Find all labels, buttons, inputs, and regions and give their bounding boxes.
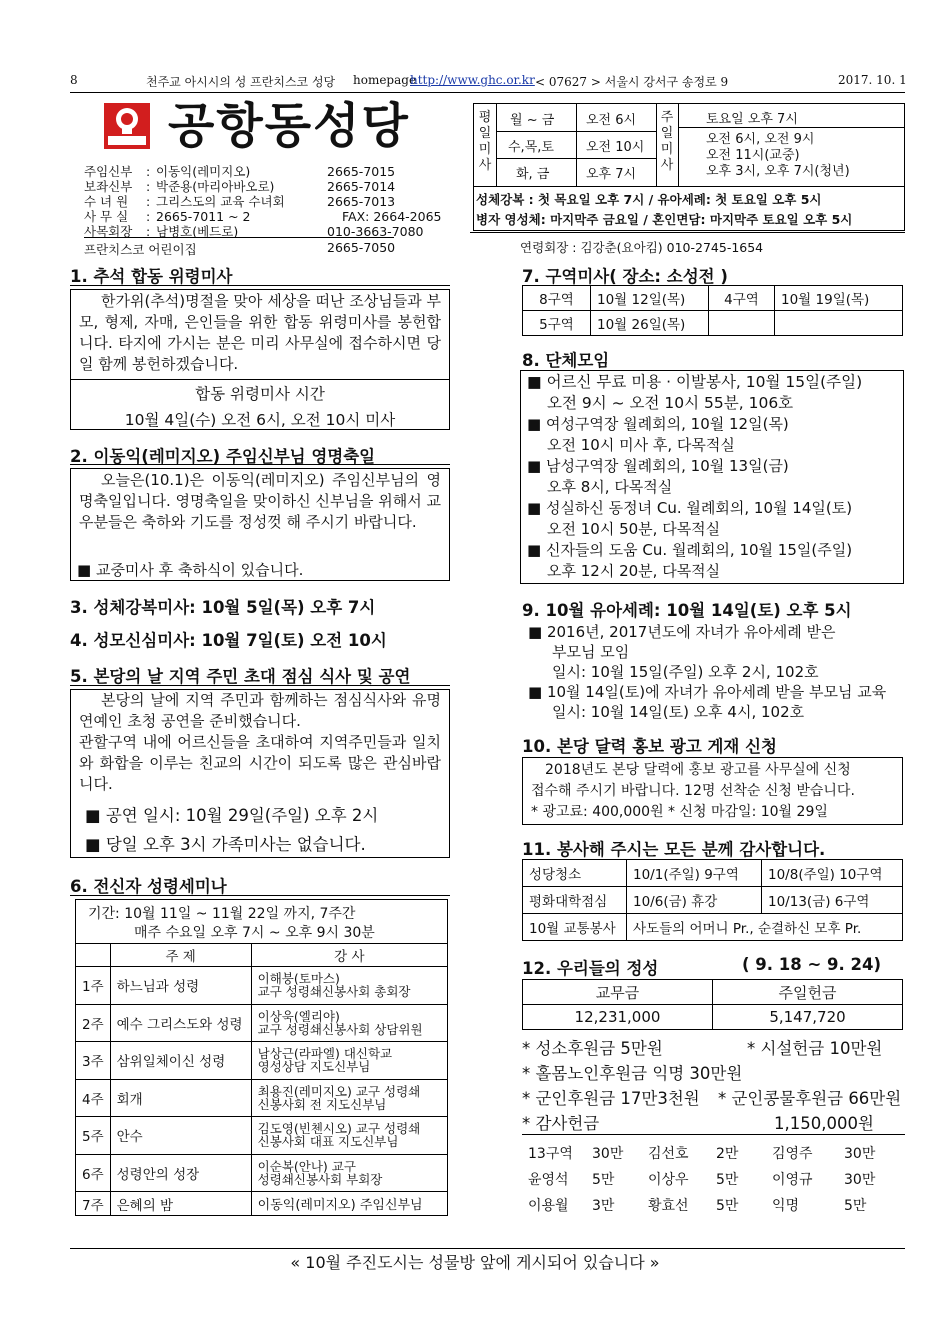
table-row: 13구역 30만 김선호 2만 김영주 30만 bbox=[528, 1146, 876, 1162]
group-meetings-box bbox=[520, 370, 904, 584]
table-row: 3주 삼위일체이신 성령 남상근(라파엘) 대신학교 영성상담 지도신부님 bbox=[76, 1042, 448, 1080]
weekday-mass-label: 평 일 미 사 bbox=[478, 110, 492, 173]
memorial-mass-subtitle: 합동 위령미사 시간 bbox=[195, 385, 325, 403]
section-10-title: 10. 본당 달력 홍보 광고 게재 신청 bbox=[522, 737, 777, 756]
table-row: 이용월 3만 황효선 5만 익명 5만 bbox=[528, 1198, 867, 1214]
section-5-title: 5. 본당의 날 지역 주민 초대 점심 식사 및 공연 bbox=[70, 667, 411, 686]
section-divider bbox=[70, 685, 450, 686]
section-8-title: 8. 단체모임 bbox=[522, 351, 610, 370]
table-row: 윤영석 5만 이상우 5만 이영규 30만 bbox=[528, 1172, 876, 1188]
section-2-title: 2. 이동익(레미지오) 주임신부님 영명축일 bbox=[70, 447, 376, 466]
parish-logo-icon bbox=[104, 103, 150, 149]
calendar-ad-box: 2018년도 본당 달력에 홍보 광고를 사무실에 신청 접수해 주시기 바랍니다. 12명 선착순 신청 받습니다. * 광고료: 400,000원 * 신청 마감일: 10월 29일 bbox=[522, 757, 903, 825]
parish-title: 공항동성당 bbox=[168, 98, 410, 154]
weekday-time: 오전 10시 bbox=[586, 140, 645, 155]
section-divider bbox=[70, 285, 450, 286]
table-row: 10월 교통봉사 사도들의 어머니 Pr., 순결하신 모후 Pr. bbox=[523, 914, 903, 941]
section-2-body: 오늘은(10.1)은 이동익(레미지오) 주임신부님의 영명축일입니다. 영명축일을 맞이하신 신부님을 위해서 교우분들은 축하와 기도를 정성껏 해 주시기 바랍니다. bbox=[79, 471, 441, 531]
homepage-link[interactable]: http://www.ghc.or.kr bbox=[410, 73, 535, 87]
mass-note: 성체강복 : 첫 목요일 오후 7시 / 유아세례: 첫 토요일 오후 5시 bbox=[476, 192, 822, 207]
section-7-title: 7. 구역미사( 장소: 소성전 ) bbox=[522, 267, 728, 286]
seminar-period: 기간: 10월 11일 ~ 11월 22일 까지, 7주간 bbox=[88, 906, 356, 922]
baptism-info: ■ 2016년, 2017년도에 자녀가 유아세례 받은 부모님 모임 일시: 10월 15일(주일) 오후 2시, 102호 ■ 10월 14일(토)에 자녀가 유아세례 받을 부모님 교육 일시: 10월 14일(토) 오후 4시, 102호 bbox=[528, 623, 887, 721]
homepage-label: homepage bbox=[353, 73, 417, 87]
table-row: 4주 회개 최용진(레미지오) 교구 성령쇄 신봉사회 전 지도신부님 bbox=[76, 1079, 448, 1117]
parish-org: 천주교 아시시의 성 프란치스코 성당 bbox=[146, 75, 336, 89]
table-row: 5구역 10월 26일(목) bbox=[523, 311, 903, 336]
seminar-time: 매주 수요일 오후 7시 ~ 오후 9시 30분 bbox=[134, 925, 375, 941]
section-1-title: 1. 추석 합동 위령미사 bbox=[70, 267, 233, 286]
mass-notes bbox=[476, 190, 902, 230]
section-2-bullet: ■ 교중미사 후 축하식이 있습니다. bbox=[77, 561, 304, 579]
seminar-header-speaker: 강 사 bbox=[251, 944, 447, 967]
district-mass-table bbox=[522, 285, 903, 336]
section-6-title: 6. 전신자 성령세미나 bbox=[70, 877, 227, 896]
sunday-time: 오전 6시, 오전 9시 bbox=[706, 132, 815, 147]
table-row: 성당청소 10/1(주일) 9구역 10/8(주일) 10구역 bbox=[523, 860, 903, 887]
donor-divider bbox=[522, 1134, 905, 1135]
table-row: 6주 성령안의 성장 이순복(안나) 교구 성령쇄신봉사회 부회장 bbox=[76, 1154, 448, 1192]
issue-date: 2017. 10. 1 bbox=[838, 73, 907, 87]
donation-summary: * 성소후원금 5만원 * 시설헌금 10만원 * 홀몸노인후원금 익명 30만원 * 군인후원금 17만3천원 * 군인콩물후원금 66만원 * 감사헌금 1,150,000원 bbox=[522, 1039, 902, 1133]
table-row: 2주 예수 그리스도와 성령 이상욱(엘리야) 교구 성령쇄신봉사회 상담위원 bbox=[76, 1004, 448, 1042]
mass-note: 병자 영성체: 마지막주 금요일 / 혼인면담: 마지막주 토요일 오후 5시 bbox=[476, 212, 853, 227]
offering-period: ( 9. 18 ~ 9. 24) bbox=[742, 955, 882, 974]
weekday-day: 수,목,토 bbox=[508, 140, 554, 155]
header-rule bbox=[70, 92, 905, 93]
sunday-mass-label: 주 일 미 사 bbox=[660, 110, 674, 173]
offering-table: 교무금 주일헌금 12,231,000 5,147,720 bbox=[522, 979, 903, 1030]
weekday-day: 화, 금 bbox=[516, 167, 550, 182]
seminar-table bbox=[75, 943, 448, 1216]
staff-row: 사목회장 : 남병호(베드로) 010-3663-7080 bbox=[84, 224, 424, 239]
staff-row: 수 녀 원 : 그리스도의 교육 수녀회 2665-7013 bbox=[84, 194, 396, 209]
volunteer-table bbox=[522, 859, 903, 941]
section-divider bbox=[70, 895, 450, 896]
funeral-president: 연령회장 : 김강춘(요아킴) 010-2745-1654 bbox=[520, 240, 764, 255]
kindergarten-number: 2665-7050 bbox=[327, 240, 396, 255]
section-5-body: 본당의 날에 지역 주민과 함께하는 점심식사와 유명 연예인 초청 공연을 준비했습니다. bbox=[79, 691, 441, 730]
section-5-bullet: ■ 공연 일시: 10월 29일(주일) 오후 2시 bbox=[85, 806, 379, 825]
footer-rule bbox=[70, 1248, 905, 1249]
list-item: ■ 신자들의 도움 Cu. 월례회의, 10월 15일(주일) 오후 12시 20분, 다목적실 bbox=[527, 541, 853, 580]
section-9-title: 9. 10월 유아세례: 10월 14일(토) 오후 5시 bbox=[522, 601, 852, 620]
section-3-title: 3. 성체강복미사: 10월 5일(목) 오후 7시 bbox=[70, 598, 376, 617]
staff-row: 주임신부 : 이동익(레미지오) 2665-7015 bbox=[84, 164, 396, 179]
header-line bbox=[70, 73, 910, 91]
table-row: 1주 하느님과 성령 이해붕(토마스) 교구 성령쇄신봉사회 총회장 bbox=[76, 967, 448, 1005]
staff-list bbox=[84, 164, 474, 239]
kindergarten bbox=[84, 240, 396, 258]
list-item: ■ 어르신 무료 미용 · 이발봉사, 10월 15일(주일) 오전 9시 ~ 오전 10시 55분, 106호 bbox=[527, 373, 863, 412]
section-2-box bbox=[70, 468, 450, 581]
section-5-box bbox=[70, 689, 450, 858]
list-item: ■ 남성구역장 월례회의, 10월 13일(금) 오후 8시, 다목적실 bbox=[527, 457, 789, 496]
table-row: 평화대학점심 10/6(금) 휴강 10/13(금) 6구역 bbox=[523, 887, 903, 914]
kindergarten-name: 프란치스코 어린이집 bbox=[84, 242, 197, 257]
table-row: 7주 은혜의 밤 이동익(레미지오) 주임신부님 bbox=[76, 1192, 448, 1216]
sunday-saturday: 토요일 오후 7시 bbox=[706, 112, 798, 127]
weekday-time: 오후 7시 bbox=[586, 167, 637, 182]
section-divider bbox=[70, 464, 450, 465]
seminar-header-topic: 주 제 bbox=[110, 944, 251, 967]
section-1-box bbox=[70, 289, 450, 430]
donor-table bbox=[522, 1140, 881, 1218]
list-item: ■ 성실하신 동정녀 Cu. 월례회의, 10월 14일(토) 오전 10시 50분, 다목적실 bbox=[527, 499, 853, 538]
sunday-time: 오전 11시(교중) bbox=[706, 148, 800, 163]
memorial-mass-time: 10월 4일(수) 오전 6시, 오전 10시 미사 bbox=[124, 411, 396, 429]
weekday-time: 오전 6시 bbox=[586, 113, 637, 128]
list-item: ■ 여성구역장 월례회의, 10월 12일(목) 오전 10시 미사 후, 다목적실 bbox=[527, 415, 789, 454]
president-rule bbox=[470, 232, 905, 233]
page-number: 8 bbox=[70, 73, 78, 87]
staff-row: 보좌신부 : 박준용(마리아바오로) 2665-7014 bbox=[84, 179, 396, 194]
address: < 07627 > 서울시 강서구 송정로 9 bbox=[535, 75, 729, 89]
table-row: 8구역 10월 12일(목) 4구역 10월 19일(목) bbox=[523, 286, 903, 311]
footer-notice: « 10월 주진도시는 성물방 앞에 게시되어 있습니다 » bbox=[290, 1253, 660, 1272]
weekday-day: 월 ~ 금 bbox=[510, 113, 555, 128]
staff-divider bbox=[84, 237, 394, 238]
section-11-title: 11. 봉사해 주시는 모든 분께 감사합니다. bbox=[522, 840, 826, 859]
section-12-title: 12. 우리들의 정성 bbox=[522, 959, 659, 978]
section-4-title: 4. 성모신심미사: 10월 7일(토) 오전 10시 bbox=[70, 631, 387, 650]
section-5-bullet: ■ 당일 오후 3시 가족미사는 없습니다. bbox=[85, 835, 366, 854]
sunday-time: 오후 3시, 오후 7시(청년) bbox=[706, 164, 850, 179]
section-1-body: 한가위(추석)명절을 맞아 세상을 떠난 조상님들과 부모, 형제, 자매, 은인들을 위한 합동 위령미사를 봉헌합니다. 타지에 가시는 분은 미리 사무실에 접수하시면 당일 함께 봉헌하겠습니다. bbox=[79, 292, 441, 373]
section-5-body: 관할구역 내에 어르신들을 초대하여 지역주민들과 일치와 화합을 이루는 친교의 시간이 되도록 많은 관심바랍니다. bbox=[79, 733, 441, 793]
table-row: 5주 안수 김도영(빈첸시오) 교구 성령쇄 신봉사회 대표 지도신부님 bbox=[76, 1117, 448, 1155]
staff-row: 사 무 실 : 2665-7011 ~ 2 FAX: 2664-2065 bbox=[84, 209, 442, 224]
